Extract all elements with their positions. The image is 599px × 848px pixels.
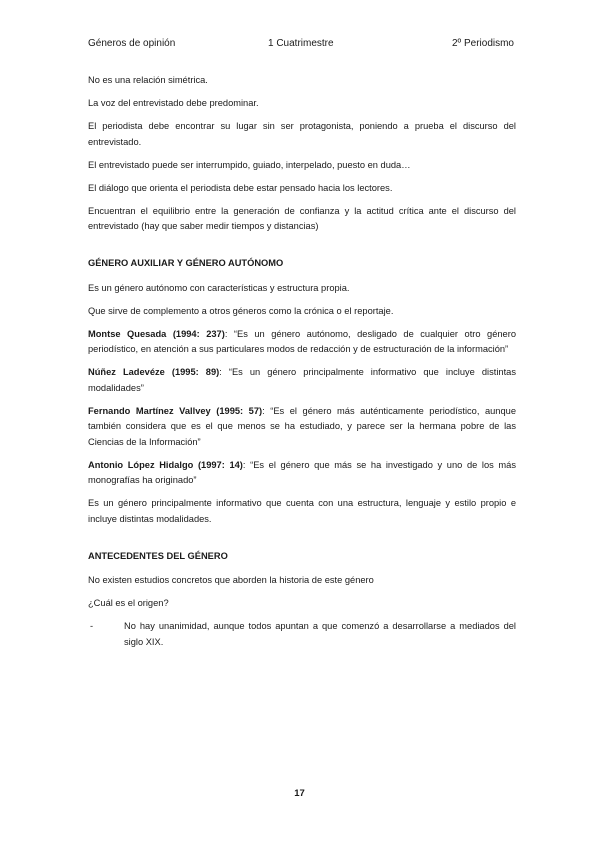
quote-author: Montse Quesada (1994: 237): [88, 328, 225, 339]
paragraph: Que sirve de complemento a otros géneros como la crónica o el reportaje.: [88, 305, 394, 316]
quote-paragraph: [88, 365, 516, 396]
section-heading: GÉNERO AUXILIAR Y GÉNERO AUTÓNOMO: [88, 258, 284, 268]
quote-text: : “Es un género autónomo, desligado de cualquier otro género periodístico, en atención a sus particulares modos de redacción y de estructuración de la información”: [88, 328, 516, 354]
paragraph: La voz del entrevistado debe predominar.: [88, 98, 259, 108]
quote-text: : “Es el género más auténticamente periodístico, aunque también considera que es el que menos se ha estudiado, y parece ser la hermana pobre de las Ciencias de la Información”: [88, 405, 516, 447]
spacer: [88, 242, 516, 256]
paragraph: El entrevistado puede ser interrumpido, guiado, interpelado, puesto en duda…: [88, 159, 411, 170]
list-item: [88, 619, 516, 650]
paragraph: El diálogo que orienta el periodista debe estar pensado hacia los lectores.: [88, 182, 393, 193]
quote-author: Fernando Martínez Vallvey (1995: 57): [88, 405, 263, 416]
quote-text: : “Es el género que más se ha investigado y uno de los más monografías ha originado”: [88, 459, 516, 485]
quote-text: : “Es un género principalmente informativo que incluye distintas modalidades”: [88, 367, 516, 393]
page-number: 17: [294, 788, 305, 799]
list-bullet: -: [90, 621, 94, 631]
quote-paragraph: [88, 327, 516, 358]
section-heading: ANTECEDENTES DEL GÉNERO: [88, 550, 228, 561]
quote-author: Núñez Ladevéze (1995: 89): [88, 367, 220, 377]
document-body: [88, 73, 516, 650]
paragraph: Es un género principalmente informativo que cuenta con una estructura, lenguaje y estilo propio e incluye distintas modalidades.: [88, 498, 516, 524]
header-course: 2º Periodismo: [451, 38, 514, 49]
quote-paragraph: [88, 458, 516, 489]
quote-paragraph: [88, 404, 516, 451]
header-subject: Géneros de opinión: [88, 38, 176, 49]
paragraph: No existen estudios concretos que aborden la historia de este género: [88, 575, 374, 585]
spacer: [88, 535, 516, 549]
paragraph: Encuentran el equilibrio entre la generación de confianza y la actitud crítica ante el discurso del entrevistado (hay que saber medir tiempos y distancias): [88, 205, 516, 231]
paragraph: Es un género autónomo con características y estructura propia.: [88, 282, 350, 293]
list-item-text: No hay unanimidad, aunque todos apuntan a que comenzó a desarrollarse a mediados del siglo XIX.: [124, 621, 516, 647]
paragraph: No es una relación simétrica.: [88, 75, 208, 85]
paragraph: El periodista debe encontrar su lugar sin ser protagonista, poniendo a prueba el discurso del entrevistado.: [88, 121, 516, 147]
quote-author: Antonio López Hidalgo (1997: 14): [88, 459, 243, 470]
header-term: 1 Cuatrimestre: [268, 38, 334, 49]
paragraph: ¿Cuál es el origen?: [88, 598, 169, 608]
